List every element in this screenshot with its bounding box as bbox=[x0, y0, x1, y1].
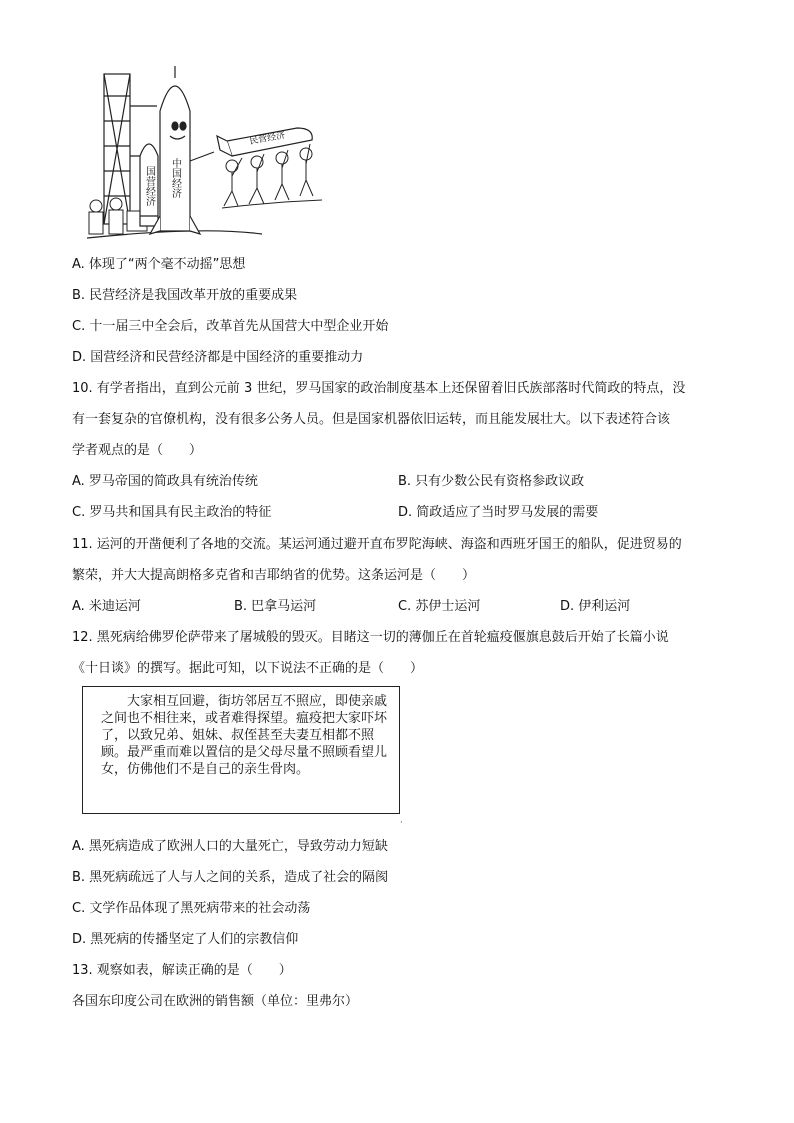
q11-option-c[interactable]: C. 苏伊士运河 bbox=[398, 599, 481, 614]
q11-option-a[interactable]: A. 米迪运河 bbox=[72, 599, 141, 614]
decorative-dot: · bbox=[400, 818, 403, 827]
economy-cartoon bbox=[82, 66, 352, 244]
q10-stem-line-1: 10. 有学者指出，直到公元前 3 世纪，罗马国家的政治制度基本上还保留着旧氏族部落时代简政的特点，没 bbox=[72, 381, 686, 396]
booster-label: 国营经济 bbox=[143, 166, 155, 206]
q10-option-d[interactable]: D. 简政适应了当时罗马发展的需要 bbox=[398, 505, 599, 520]
q13-stem: 13. 观察如表，解读正确的是（ ） bbox=[72, 963, 292, 978]
q13-table-caption: 各国东印度公司在欧洲的销售额（单位：里弗尔） bbox=[72, 994, 359, 1009]
crowd-at-base bbox=[89, 198, 147, 234]
q12-option-b[interactable]: B. 黑死病疏远了人与人之间的关系，造成了社会的隔阂 bbox=[72, 870, 389, 885]
q9-option-a[interactable]: A. 体现了“两个毫不动摇”思想 bbox=[72, 257, 246, 272]
rocket-label: 中国经济 bbox=[169, 158, 181, 198]
q10-option-a[interactable]: A. 罗马帝国的简政具有统治传统 bbox=[72, 474, 258, 489]
q11-option-b[interactable]: B. 巴拿马运河 bbox=[234, 599, 317, 614]
q12-quote-box bbox=[82, 686, 400, 814]
q12-quote-text: 大家相互回避，街坊邻居互不照应，即使亲戚之间也不相往来，或者难得探望。瘟疫把大家吓坏了，以致兄弟、姐妹、叔侄甚至夫妻互相都不照顾。最严重而难以置信的是父母尽量不照顾看望儿女，仿佛他们不是自己的亲生骨肉。 bbox=[101, 694, 388, 777]
q10-option-b[interactable]: B. 只有少数公民有资格参政议政 bbox=[398, 474, 585, 489]
q12-option-d[interactable]: D. 黑死病的传播坚定了人们的宗教信仰 bbox=[72, 932, 299, 947]
q10-stem-line-3: 学者观点的是（ ） bbox=[72, 443, 203, 458]
q12-option-c[interactable]: C. 文学作品体现了黑死病带来的社会动荡 bbox=[72, 901, 311, 916]
q9-option-b[interactable]: B. 民营经济是我国改革开放的重要成果 bbox=[72, 288, 298, 303]
q11-option-d[interactable]: D. 伊利运河 bbox=[560, 599, 631, 614]
q12-option-a[interactable]: A. 黑死病造成了欧洲人口的大量死亡，导致劳动力短缺 bbox=[72, 839, 388, 854]
q11-stem-line-2: 繁荣，并大大提高朗格多克省和吉耶纳省的优势。这条运河是（ ） bbox=[72, 568, 476, 583]
q12-stem-line-1: 12. 黑死病给佛罗伦萨带来了屠城般的毁灭。目睹这一切的薄伽丘在首轮瘟疫偃旗息鼓后开始了长篇小说 bbox=[72, 630, 669, 645]
q11-stem-line-1: 11. 运河的开凿便利了各地的交流。某运河通过避开直布罗陀海峡、海盗和西班牙国王的船队，促进贸易的 bbox=[72, 537, 682, 552]
q12-stem-line-2: 《十日谈》的撰写。据此可知，以下说法不正确的是（ ） bbox=[72, 661, 424, 676]
q10-stem-line-2: 有一套复杂的官僚机构，没有很多公务人员。但是国家机器依旧运转，而且能发展壮大。以下表述符合该 bbox=[72, 412, 671, 427]
q9-option-c[interactable]: C. 十一届三中全会后，改革首先从国营大中型企业开始 bbox=[72, 319, 389, 334]
q10-option-c[interactable]: C. 罗马共和国具有民主政治的特征 bbox=[72, 505, 272, 520]
banner-label: 民营经济 bbox=[248, 129, 286, 146]
q9-option-d[interactable]: D. 国营经济和民营经济都是中国经济的重要推动力 bbox=[72, 350, 364, 365]
